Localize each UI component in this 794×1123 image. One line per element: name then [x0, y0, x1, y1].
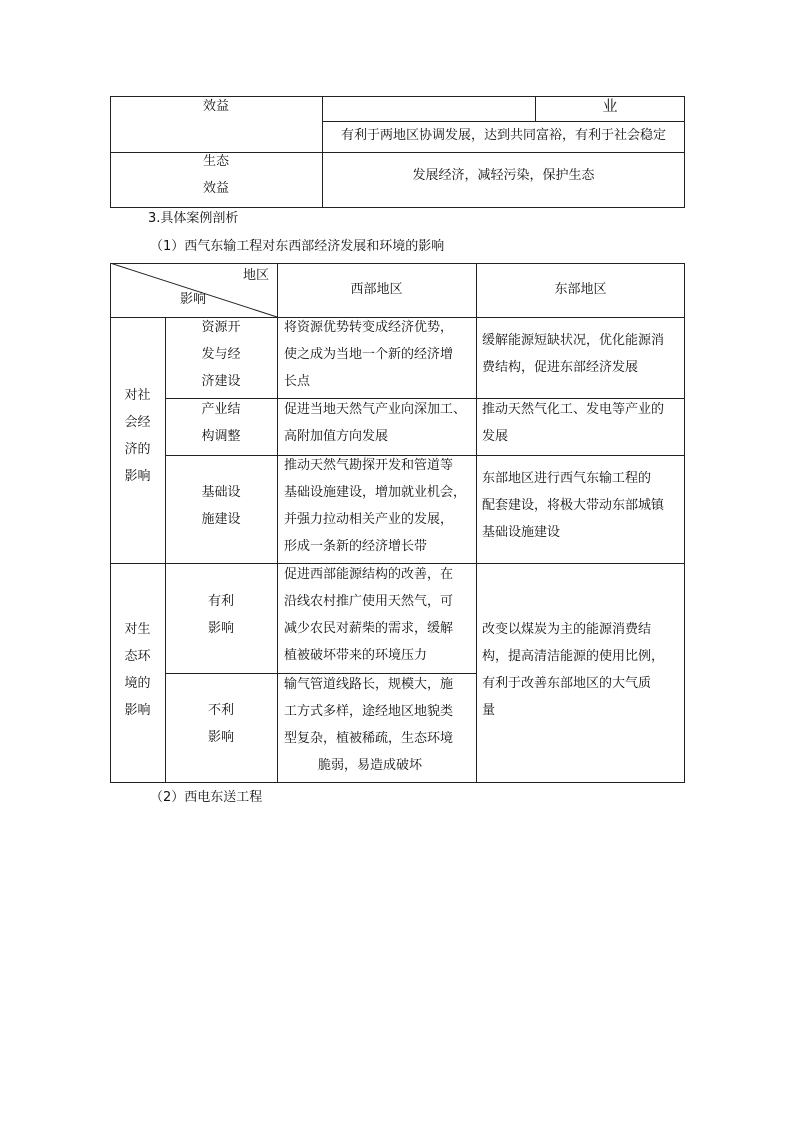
- row-west-negative-impact: [284, 671, 453, 779]
- header-region: 地区: [243, 268, 270, 283]
- row-west-industry-structure: [284, 396, 466, 450]
- social-economic-impact-label: [110, 382, 165, 490]
- cell-line: 费结构，促进东部经济发展: [482, 360, 639, 375]
- row-east-resource-development: [482, 327, 664, 381]
- cell-line: 基础设施建设: [482, 525, 561, 540]
- cell-line: 促进当地天然气产业向深加工、: [284, 402, 467, 417]
- eco-benefit-text: 发展经济，减轻污染，保护生态: [412, 168, 595, 183]
- benefit-label: 效益: [202, 99, 229, 114]
- row-east-infrastructure: [482, 465, 664, 546]
- cell-line: 缓解能源短缺状况，优化能源消: [482, 333, 665, 348]
- cell-line: 发展: [482, 429, 509, 444]
- cell-line: 有利于改善东部地区的大气质: [482, 676, 652, 691]
- cell-line: 量: [482, 703, 496, 718]
- row-west-positive-impact: [284, 561, 453, 669]
- row-label-line: 有利: [207, 594, 234, 609]
- row-label-line: 不利: [207, 703, 234, 718]
- row-label-negative-impact: [165, 697, 277, 751]
- row-label-line: 构调整: [201, 429, 241, 444]
- group1-line: 影响: [124, 469, 151, 484]
- group1-line: 济的: [124, 442, 151, 457]
- subsection-heading-gas: （1）西气东输工程对东西部经济发展和环境的影响: [150, 239, 445, 254]
- row-west-infrastructure: [284, 452, 466, 560]
- header-east: 东部地区: [554, 282, 607, 297]
- cell-line: 促进西部能源结构的改善，在: [284, 567, 454, 582]
- benefit-top-right-text: 业: [602, 97, 618, 115]
- cell-line: 东部地区进行西气东输工程的: [482, 471, 652, 486]
- group2-line: 影响: [124, 703, 151, 718]
- row-west-resource-development: [284, 314, 453, 395]
- cell-line: 脆弱，易造成破坏: [318, 758, 423, 773]
- env-east-impact: [482, 616, 664, 724]
- cell-line: 构，提高清洁能源的使用比例，: [482, 649, 665, 664]
- header-impact: 影响: [180, 292, 207, 307]
- cell-line: 型复杂，植被稀疏，生态环境: [284, 731, 454, 746]
- cell-line: 并强力拉动相关产业的发展，: [284, 512, 454, 527]
- eco-environment-impact-label: [110, 616, 165, 724]
- eco-benefit-label: [110, 148, 322, 202]
- eco-benefit-label-line1: 生态: [202, 154, 229, 169]
- group1-line: 对社: [124, 388, 151, 403]
- cell-line: 使之成为当地一个新的经济增: [284, 347, 454, 362]
- cell-line: 减少农民对薪柴的需求，缓解: [284, 621, 454, 636]
- row-label-line: 产业结: [201, 402, 241, 417]
- header-west: 西部地区: [350, 282, 403, 297]
- row-label-line: 施建设: [201, 512, 241, 527]
- group1-line: 会经: [124, 415, 151, 430]
- cell-line: 工方式多样，途经地区地貌类: [284, 704, 454, 719]
- cell-line: 高附加值方向发展: [284, 429, 389, 444]
- cell-line: 长点: [284, 374, 311, 389]
- row-label-line: 资源开: [201, 320, 241, 335]
- cell-line: 基础设施建设，增加就业机会，: [284, 485, 467, 500]
- cell-line: 配套建设，将极大带动东部城镇: [482, 498, 665, 513]
- row-label-line: 影响: [207, 730, 234, 745]
- eco-benefit-label-line2: 效益: [202, 181, 229, 196]
- subsection-heading-power: （2）西电东送工程: [150, 790, 263, 805]
- row-label-line: 发与经: [201, 347, 241, 362]
- row-label-line: 影响: [207, 621, 234, 636]
- benefit-social-text: 有利于两地区协调发展，达到共同富裕，有利于社会稳定: [340, 128, 666, 143]
- row-east-industry-structure: [482, 396, 664, 450]
- group2-line: 对生: [124, 622, 151, 637]
- group2-line: 境的: [124, 676, 151, 691]
- row-label-line: 基础设: [201, 485, 241, 500]
- row-label-industry-structure: [165, 396, 277, 450]
- row-label-infrastructure: [165, 479, 277, 533]
- cell-line: 改变以煤炭为主的能源消费结: [482, 622, 652, 637]
- cell-line: 推动天然气勘探开发和管道等: [284, 458, 454, 473]
- cell-line: 输气管道线路长，规模大，施: [284, 677, 454, 692]
- row-label-positive-impact: [165, 588, 277, 642]
- row-label-resource-development: [165, 314, 277, 395]
- cell-line: 植被破坏带来的环境压力: [284, 648, 428, 663]
- row-label-line: 济建设: [201, 374, 241, 389]
- group2-line: 态环: [124, 649, 151, 664]
- cell-line: 推动天然气化工、发电等产业的: [482, 402, 665, 417]
- section-heading: 3.具体案例剖析: [148, 211, 239, 226]
- cell-line: 将资源优势转变成经济优势，: [284, 320, 454, 335]
- cell-line: 沿线农村推广使用天然气，可: [284, 594, 454, 609]
- cell-line: 形成一条新的经济增长带: [284, 539, 428, 554]
